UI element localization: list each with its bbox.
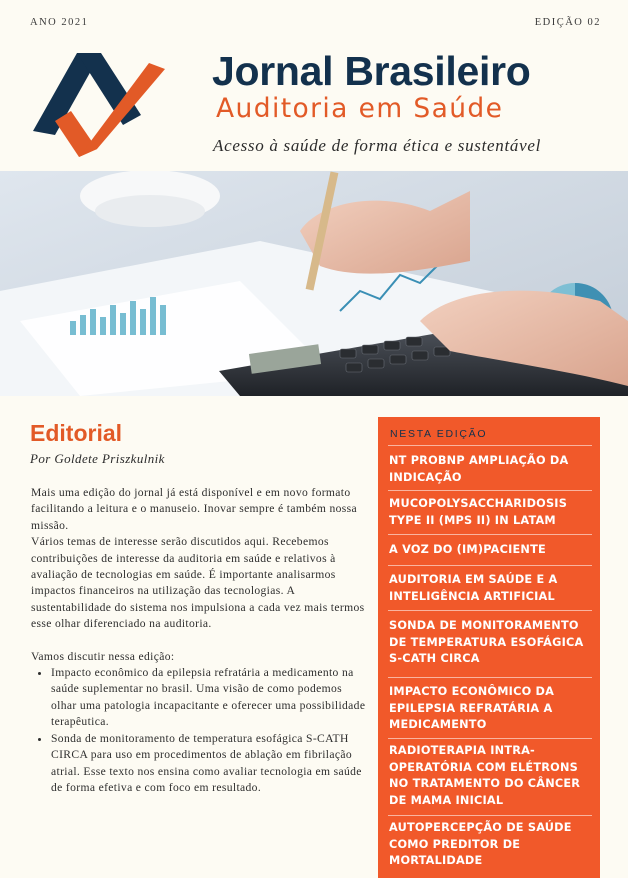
journal-title: Jornal Brasileiro [212,48,531,94]
editorial-topic-list [31,665,366,796]
journal-subtitle: Auditoria em Saúde [216,93,504,124]
editorial-list-intro: Vamos discutir nessa edição: [31,649,175,663]
journal-logo [33,53,173,157]
divider [388,534,592,535]
toc-item-autopercepcao[interactable]: AUTOPERCEPÇÃO DE SAÚDE COMO PREDITOR DE MORTALIDADE [389,821,572,867]
panel-heading: NESTA EDIÇÃO [390,428,488,440]
edition-label: EDIÇÃO 02 [534,17,601,28]
year-label: ANO 2021 [30,17,89,28]
divider [388,610,592,611]
list-item: • Sonda de monitoramento de temperatura esofágica S-CATH CIRCA para uso em procedimentos de ablação em fibrilação atrial. Esse texto nos ensina como avaliar tecnologia em saúde de forma efetiva e com foco em resultado. [51,731,366,797]
divider [388,565,592,566]
divider [388,490,592,491]
divider [388,445,592,446]
toc-item-radioterapia[interactable]: RADIOTERAPIA INTRA-OPERATÓRIA COM ELÉTRONS NO TRATAMENTO DO CÂNCER DE MAMA INICIAL [389,744,581,807]
editorial-byline: Por Goldete Priszkulnik [30,451,165,466]
editorial-paragraph: Vários temas de interesse serão discutidos aqui. Recebemos contribuições de interesse da auditoria em saúde e relativos à avaliação de tecnologias em saúde. É importante analisarmos impactos financeiros na utilização das tecnologias. A sustentabilidade do sistema nos impulsiona a cada vez mais termos esse olhar diferenciado na auditoria. [31,535,365,631]
hero-image-calculator [0,171,628,396]
toc-item-voz-paciente[interactable]: A VOZ DO (IM)PACIENTE [389,543,546,556]
toc-item-ntprobnp[interactable]: NT PROBNP AMPLIAÇÃO DA INDICAÇÃO [389,454,569,484]
toc-item-epilepsia[interactable]: IMPACTO ECONÔMICO DA EPILEPSIA REFRATÁRIA A MEDICAMENTO [389,685,555,731]
in-this-edition-panel [378,417,600,878]
toc-item-sonda[interactable]: SONDA DE MONITORAMENTO DE TEMPERATURA ESOFÁGICA S-CATH CIRCA [389,619,584,665]
divider [388,815,592,816]
editorial-paragraph: Mais uma edição do jornal já está disponível e em novo formato facilitando a leitura e o manuseio. Inovar sempre é também nossa missão. [31,486,357,532]
divider [388,738,592,739]
journal-tagline: Acesso à saúde de forma ética e sustentável [213,136,541,155]
list-item: • Impacto econômico da epilepsia refratária a medicamento na saúde suplementar no brasil. Uma visão de como podemos olhar uma patologia incapacitante e oferecer uma possibilidade terapêutica. [51,665,366,731]
divider [388,677,592,678]
editorial-body [31,485,366,796]
editorial-heading: Editorial [30,420,123,446]
toc-item-mps[interactable]: MUCOPOLYSACCHARIDOSIS TYPE II (MPS II) IN LATAM [389,497,568,527]
toc-item-inteligencia-artificial[interactable]: AUDITORIA EM SAÚDE E A INTELIGÊNCIA ARTIFICIAL [389,573,558,603]
